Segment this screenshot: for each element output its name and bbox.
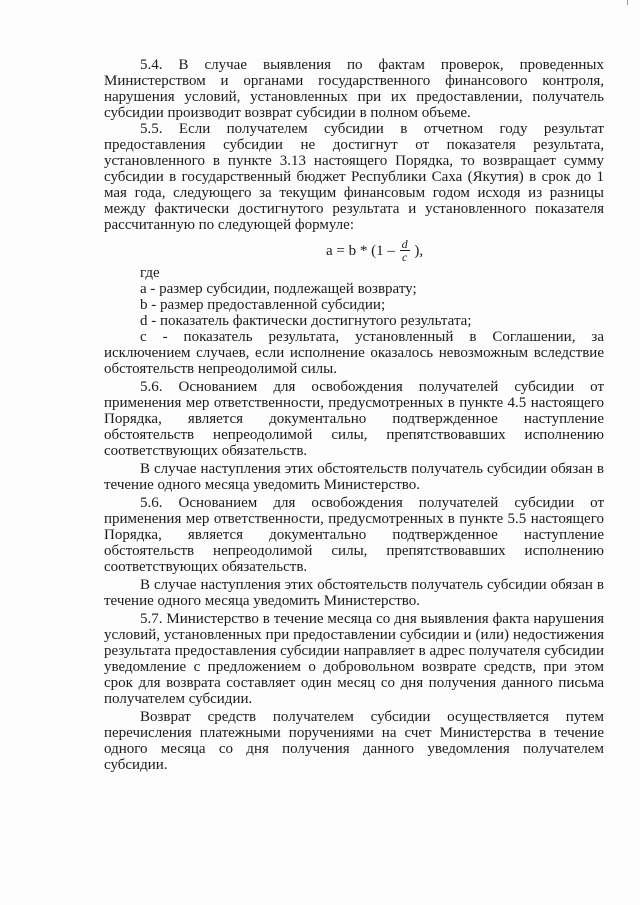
refund-procedure-paragraph: Возврат средств получателем субсидии осуществляется путем перечисления платежными поручениями на счет Министерства в течение одного месяца со дня получения данного уведомления получателем субсидии. bbox=[104, 709, 604, 773]
paragraph-5-6-first: 5.6. Основанием для освобождения получателей субсидии от применения мер ответственности, предусмотренных в пункте 4.5 настоящего Порядка, является документально подтвержденное наступление обстоятельств непреодолимой силы, препятствовавших исполнению соответствующих обязательств. bbox=[104, 379, 604, 459]
scan-corner-mark bbox=[621, 0, 628, 5]
document-body bbox=[104, 57, 604, 773]
notification-paragraph-second: В случае наступления этих обстоятельств получатель субсидии обязан в течение одного месяца уведомить Министерство. bbox=[104, 577, 604, 609]
paragraph-5-6-second: 5.6. Основанием для освобождения получателей субсидии от применения мер ответственности, предусмотренных в пункте 5.5 настоящего Порядка, является документально подтвержденное наступление обстоятельств непреодолимой силы, препятствовавших исполнению соответствующих обязательств. bbox=[104, 495, 604, 575]
formula-denominator: c bbox=[401, 250, 408, 265]
formula-left: a = b * (1 – bbox=[326, 242, 395, 259]
formula-fraction bbox=[400, 238, 410, 263]
formula-numerator: d bbox=[401, 237, 408, 252]
paragraph-5-7: 5.7. Министерство в течение месяца со дня выявления факта нарушения условий, установленных при предоставлении субсидии и (или) недостижения результата предоставления субсидии направляет в адрес получателя субсидии уведомление с предложением о добровольном возврате средств, при этом срок для возврата составляет один месяц со дня получения данного письма получателем субсидии. bbox=[104, 611, 604, 707]
definition-d: d - показатель фактически достигнутого результата; bbox=[140, 313, 472, 329]
notification-paragraph-first: В случае наступления этих обстоятельств получатель субсидии обязан в течение одного месяца уведомить Министерство. bbox=[104, 461, 604, 493]
where-label: где bbox=[140, 265, 160, 281]
definition-c: c - показатель результата, установленный в Соглашении, за исключением случаев, если исполнение оказалось невозможным вследствие обстоятельств непреодолимой силы. bbox=[104, 329, 604, 377]
refund-formula bbox=[104, 235, 604, 265]
paragraph-5-4: 5.4. В случае выявления по фактам проверок, проведенных Министерством и органами государственного финансового контроля, нарушения условий, установленных при их предоставлении, получатель субсидии производит возврат субсидии в полном объеме. bbox=[104, 57, 604, 121]
paragraph-5-5: 5.5. Если получателем субсидии в отчетном году результат предоставления субсидии не достигнут от показателя результата, установленного в пункте 3.13 настоящего Порядка, то возвращает сумму субсидии в государственный бюджет Республики Саха (Якутия) в срок до 1 мая года, следующего за текущим финансовым годом исходя из разницы между фактически достигнутого результата и установленного показателя рассчитанную по следующей формуле: bbox=[104, 121, 604, 233]
definition-a: a - размер субсидии, подлежащей возврату; bbox=[140, 281, 417, 297]
formula-right: ), bbox=[414, 242, 424, 259]
definition-b: b - размер предоставленной субсидии; bbox=[140, 297, 386, 313]
